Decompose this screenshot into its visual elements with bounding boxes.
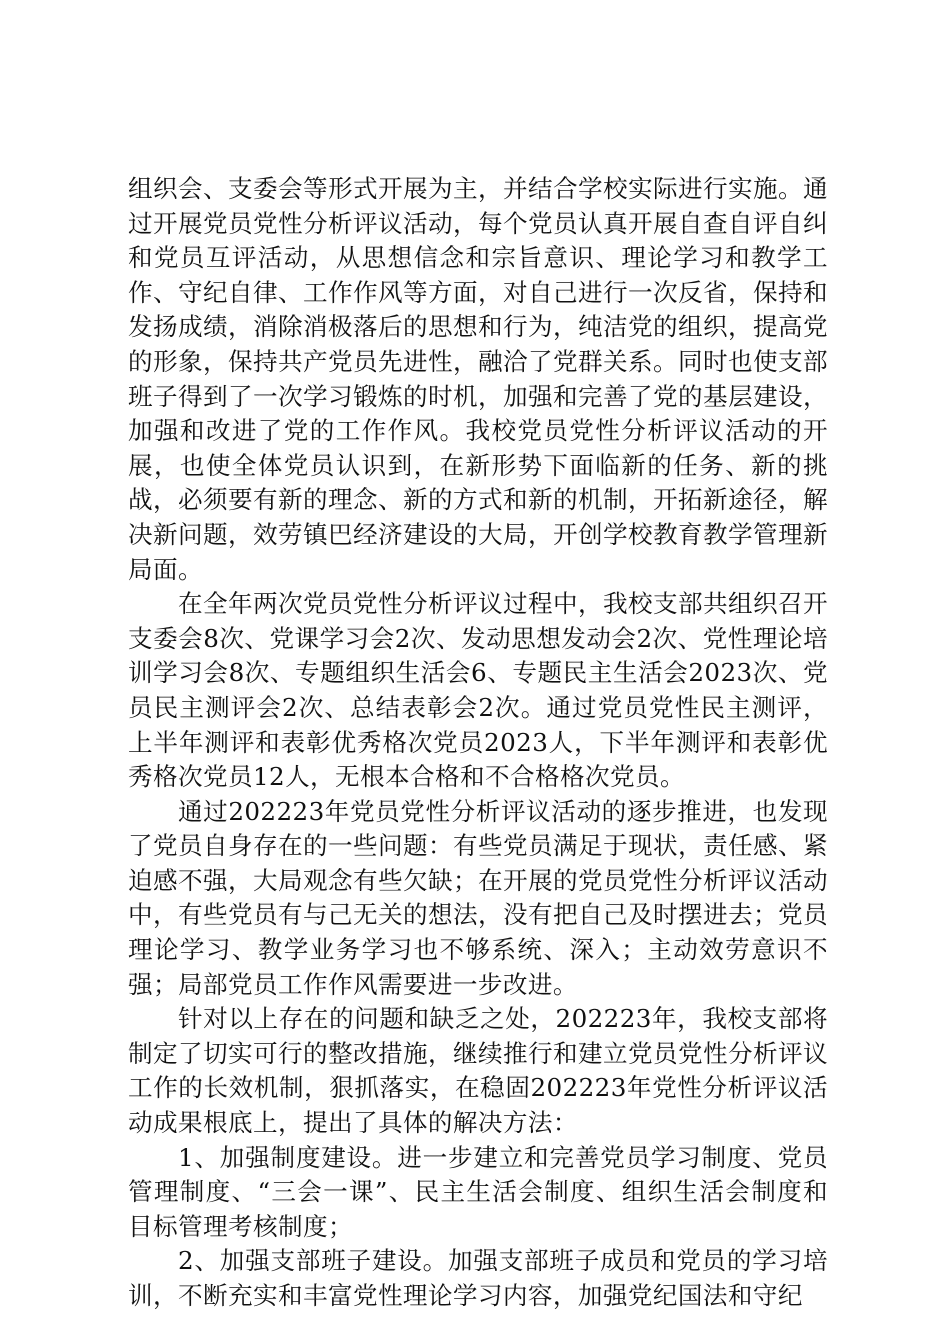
- paragraph-5: 1、加强制度建设。进一步建立和完善党员学习制度、党员管理制度、“三会一课”、民主生活会制度、组织生活会制度和目标管理考核制度；: [128, 1142, 828, 1241]
- paragraph-4: 针对以上存在的问题和缺乏之处，202223年，我校支部将制定了切实可行的整改措施，继续推行和建立党员党性分析评议工作的长效机制，狠抓落实，在稳固202223年党性分析评议活动成果根底上，提出了具体的解决方法：: [128, 1004, 828, 1138]
- paragraph-6: 2、加强支部班子建设。加强支部班子成员和党员的学习培训，不断充实和丰富党性理论学习内容，加强党纪国法和守纪: [128, 1246, 828, 1310]
- paragraph-2: 在全年两次党员党性分析评议过程中，我校支部共组织召开支委会8次、党课学习会2次、发动思想发动会2次、党性理论培训学习会8次、专题组织生活会6、专题民主生活会2023次、党员民主测评会2次、总结表彰会2次。通过党员党性民主测评，上半年测评和表彰优秀格次党员2023人，下半年测评和表彰优秀格次党员12人，无根本合格和不合格格次党员。: [128, 589, 828, 792]
- document-body: [128, 172, 828, 1314]
- paragraph-1: 组织会、支委会等形式开展为主，并结合学校实际进行实施。通过开展党员党性分析评议活动，每个党员认真开展自查自评自纠和党员互评活动，从思想信念和宗旨意识、理论学习和教学工作、守纪自律、工作作风等方面，对自己进行一次反省，保持和发扬成绩，消除消极落后的思想和行为，纯洁党的组织，提高党的形象，保持共产党员先进性，融洽了党群关系。同时也使支部班子得到了一次学习锻炼的时机，加强和完善了党的基层建设，加强和改进了党的工作作风。我校党员党性分析评议活动的开展，也使全体党员认识到，在新形势下面临新的任务、新的挑战，必须要有新的理念、新的方式和新的机制，开拓新途径，解决新问题，效劳镇巴经济建设的大局，开创学校教育教学管理新局面。: [128, 174, 828, 584]
- paragraph-3: 通过202223年党员党性分析评议活动的逐步推进，也发现了党员自身存在的一些问题：有些党员满足于现状，责任感、紧迫感不强，大局观念有些欠缺；在开展的党员党性分析评议活动中，有些党员有与己无关的想法，没有把自己及时摆进去；党员理论学习、教学业务学习也不够系统、深入；主动效劳意识不强；局部党员工作作风需要进一步改进。: [128, 796, 828, 999]
